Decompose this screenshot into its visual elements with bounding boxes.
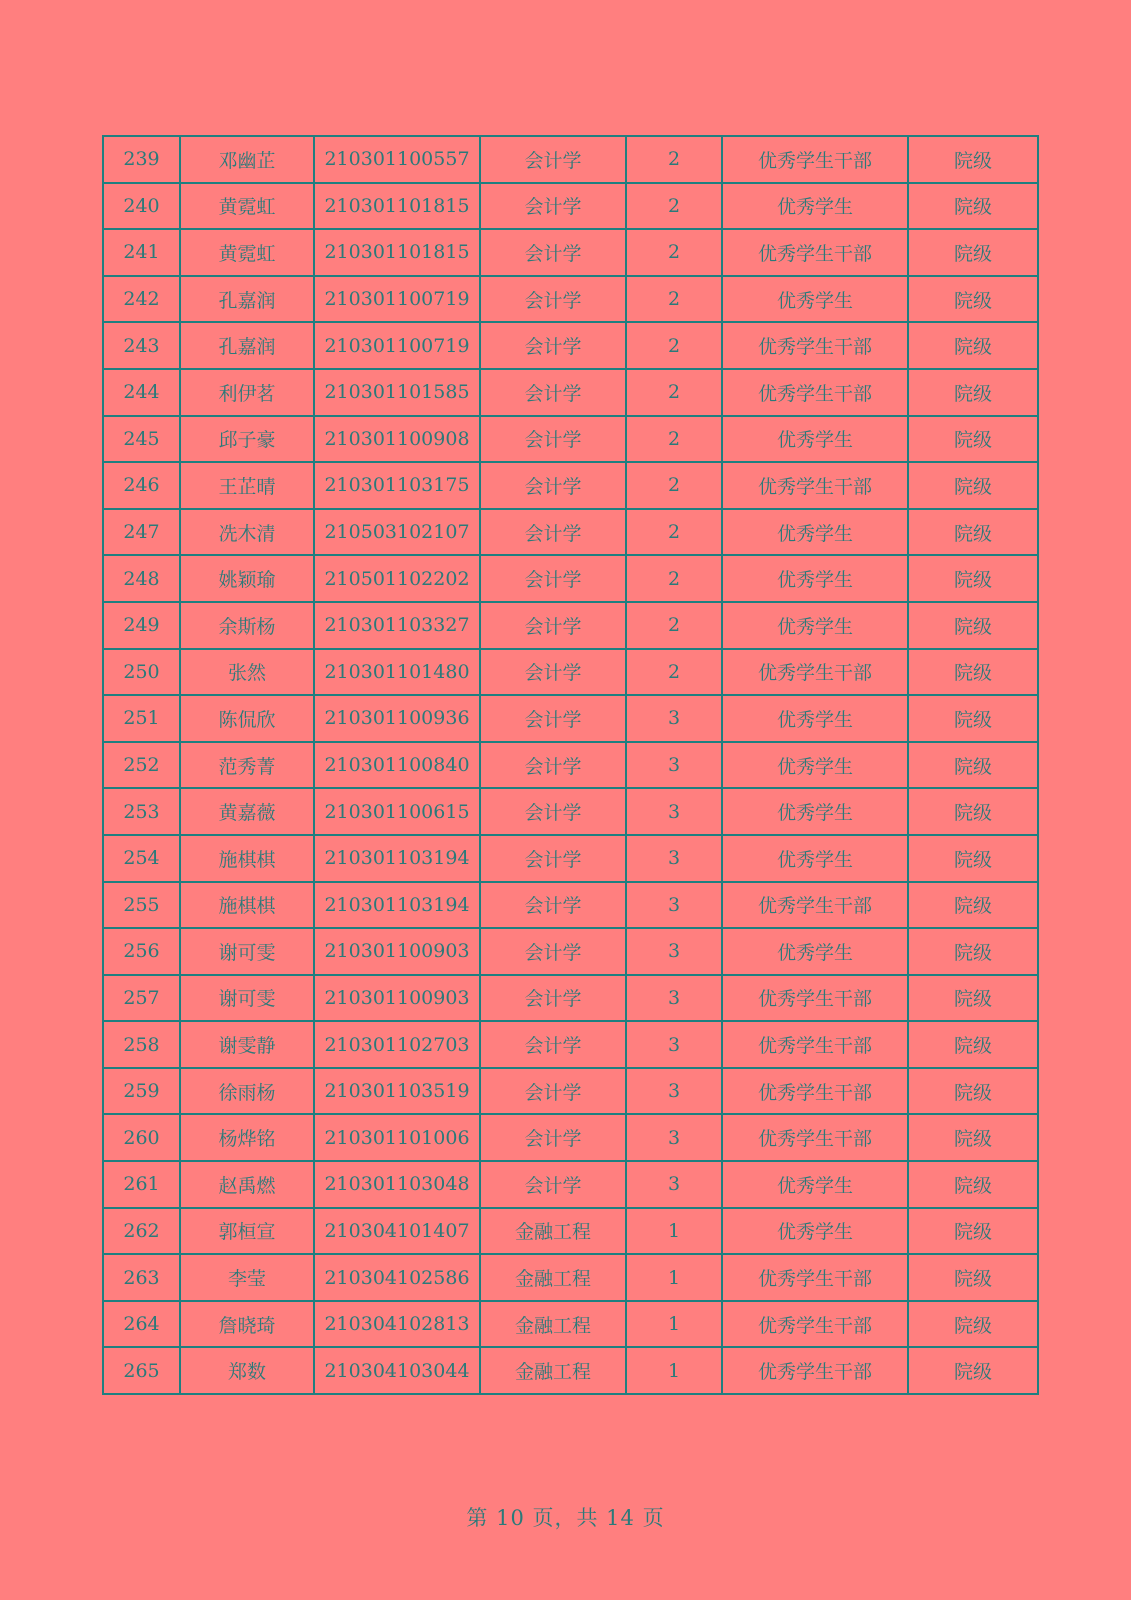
level-cell: 院级 bbox=[908, 276, 1038, 323]
table-row bbox=[103, 742, 1038, 789]
table-row bbox=[103, 602, 1038, 649]
grade-cell: 3 bbox=[626, 882, 722, 929]
award-cell: 优秀学生干部 bbox=[722, 649, 908, 696]
award-cell: 优秀学生 bbox=[722, 928, 908, 975]
seq-cell: 257 bbox=[103, 975, 180, 1022]
major-cell: 会计学 bbox=[480, 509, 626, 556]
level-cell: 院级 bbox=[908, 788, 1038, 835]
page-number: 第 10 页，共 14 页 bbox=[466, 1506, 665, 1530]
award-cell: 优秀学生 bbox=[722, 695, 908, 742]
table-row bbox=[103, 276, 1038, 323]
grade-cell: 2 bbox=[626, 602, 722, 649]
award-cell: 优秀学生 bbox=[722, 183, 908, 230]
table-row bbox=[103, 649, 1038, 696]
student-id-cell: 210301100719 bbox=[314, 276, 480, 323]
student-id-cell: 210301101480 bbox=[314, 649, 480, 696]
seq-cell: 258 bbox=[103, 1021, 180, 1068]
grade-cell: 2 bbox=[626, 229, 722, 276]
grade-cell: 1 bbox=[626, 1347, 722, 1394]
student-id-cell: 210301101815 bbox=[314, 229, 480, 276]
grade-cell: 3 bbox=[626, 695, 722, 742]
seq-cell: 241 bbox=[103, 229, 180, 276]
award-cell: 优秀学生干部 bbox=[722, 462, 908, 509]
grade-cell: 3 bbox=[626, 1114, 722, 1161]
level-cell: 院级 bbox=[908, 1114, 1038, 1161]
major-cell: 会计学 bbox=[480, 882, 626, 929]
seq-cell: 259 bbox=[103, 1068, 180, 1115]
student-id-cell: 210301103194 bbox=[314, 835, 480, 882]
award-cell: 优秀学生 bbox=[722, 509, 908, 556]
level-cell: 院级 bbox=[908, 555, 1038, 602]
table-row bbox=[103, 322, 1038, 369]
table-row bbox=[103, 136, 1038, 183]
award-cell: 优秀学生干部 bbox=[722, 1347, 908, 1394]
seq-cell: 253 bbox=[103, 788, 180, 835]
major-cell: 会计学 bbox=[480, 1021, 626, 1068]
award-cell: 优秀学生 bbox=[722, 835, 908, 882]
award-cell: 优秀学生 bbox=[722, 602, 908, 649]
grade-cell: 3 bbox=[626, 1068, 722, 1115]
name-cell: 张然 bbox=[180, 649, 314, 696]
seq-cell: 250 bbox=[103, 649, 180, 696]
level-cell: 院级 bbox=[908, 882, 1038, 929]
level-cell: 院级 bbox=[908, 1301, 1038, 1348]
grade-cell: 3 bbox=[626, 835, 722, 882]
table-row bbox=[103, 695, 1038, 742]
name-cell: 范秀菁 bbox=[180, 742, 314, 789]
grade-cell: 3 bbox=[626, 975, 722, 1022]
major-cell: 会计学 bbox=[480, 649, 626, 696]
grade-cell: 2 bbox=[626, 416, 722, 463]
level-cell: 院级 bbox=[908, 369, 1038, 416]
major-cell: 会计学 bbox=[480, 183, 626, 230]
major-cell: 会计学 bbox=[480, 462, 626, 509]
student-id-cell: 210301100840 bbox=[314, 742, 480, 789]
award-cell: 优秀学生干部 bbox=[722, 882, 908, 929]
level-cell: 院级 bbox=[908, 1068, 1038, 1115]
student-id-cell: 210304102586 bbox=[314, 1254, 480, 1301]
student-id-cell: 210304101407 bbox=[314, 1208, 480, 1255]
seq-cell: 264 bbox=[103, 1301, 180, 1348]
award-cell: 优秀学生 bbox=[722, 742, 908, 789]
award-cell: 优秀学生 bbox=[722, 416, 908, 463]
name-cell: 邱子豪 bbox=[180, 416, 314, 463]
major-cell: 会计学 bbox=[480, 788, 626, 835]
seq-cell: 247 bbox=[103, 509, 180, 556]
table-row bbox=[103, 928, 1038, 975]
major-cell: 会计学 bbox=[480, 835, 626, 882]
table-row bbox=[103, 1208, 1038, 1255]
level-cell: 院级 bbox=[908, 1208, 1038, 1255]
name-cell: 施棋棋 bbox=[180, 882, 314, 929]
name-cell: 余斯杨 bbox=[180, 602, 314, 649]
name-cell: 谢可雯 bbox=[180, 975, 314, 1022]
table-row bbox=[103, 462, 1038, 509]
major-cell: 会计学 bbox=[480, 602, 626, 649]
student-id-cell: 210301101585 bbox=[314, 369, 480, 416]
student-id-cell: 210301101006 bbox=[314, 1114, 480, 1161]
seq-cell: 261 bbox=[103, 1161, 180, 1208]
table-row bbox=[103, 1347, 1038, 1394]
grade-cell: 2 bbox=[626, 555, 722, 602]
student-id-cell: 210301100719 bbox=[314, 322, 480, 369]
table-row bbox=[103, 416, 1038, 463]
award-cell: 优秀学生干部 bbox=[722, 1301, 908, 1348]
grade-cell: 2 bbox=[626, 509, 722, 556]
name-cell: 孔嘉润 bbox=[180, 276, 314, 323]
table-row bbox=[103, 509, 1038, 556]
student-id-cell: 210301100557 bbox=[314, 136, 480, 183]
award-cell: 优秀学生干部 bbox=[722, 975, 908, 1022]
major-cell: 金融工程 bbox=[480, 1347, 626, 1394]
award-list-table bbox=[102, 135, 1039, 1395]
name-cell: 陈侃欣 bbox=[180, 695, 314, 742]
student-id-cell: 210304103044 bbox=[314, 1347, 480, 1394]
name-cell: 赵禹燃 bbox=[180, 1161, 314, 1208]
award-cell: 优秀学生 bbox=[722, 276, 908, 323]
level-cell: 院级 bbox=[908, 229, 1038, 276]
name-cell: 谢可雯 bbox=[180, 928, 314, 975]
grade-cell: 2 bbox=[626, 462, 722, 509]
major-cell: 会计学 bbox=[480, 1068, 626, 1115]
major-cell: 金融工程 bbox=[480, 1208, 626, 1255]
seq-cell: 240 bbox=[103, 183, 180, 230]
seq-cell: 265 bbox=[103, 1347, 180, 1394]
student-id-cell: 210301100908 bbox=[314, 416, 480, 463]
table-row bbox=[103, 1068, 1038, 1115]
major-cell: 会计学 bbox=[480, 928, 626, 975]
grade-cell: 3 bbox=[626, 788, 722, 835]
major-cell: 金融工程 bbox=[480, 1301, 626, 1348]
grade-cell: 2 bbox=[626, 322, 722, 369]
seq-cell: 249 bbox=[103, 602, 180, 649]
level-cell: 院级 bbox=[908, 462, 1038, 509]
name-cell: 詹晓琦 bbox=[180, 1301, 314, 1348]
major-cell: 会计学 bbox=[480, 1161, 626, 1208]
level-cell: 院级 bbox=[908, 509, 1038, 556]
name-cell: 利伊茗 bbox=[180, 369, 314, 416]
student-id-cell: 210301100903 bbox=[314, 928, 480, 975]
table-row bbox=[103, 183, 1038, 230]
major-cell: 会计学 bbox=[480, 742, 626, 789]
table-body bbox=[103, 136, 1038, 1394]
table-row bbox=[103, 1254, 1038, 1301]
student-id-cell: 210301100903 bbox=[314, 975, 480, 1022]
seq-cell: 263 bbox=[103, 1254, 180, 1301]
major-cell: 会计学 bbox=[480, 975, 626, 1022]
award-cell: 优秀学生干部 bbox=[722, 1114, 908, 1161]
seq-cell: 244 bbox=[103, 369, 180, 416]
student-id-cell: 210301102703 bbox=[314, 1021, 480, 1068]
table-row bbox=[103, 835, 1038, 882]
table-row bbox=[103, 1021, 1038, 1068]
name-cell: 王芷晴 bbox=[180, 462, 314, 509]
student-id-cell: 210304102813 bbox=[314, 1301, 480, 1348]
name-cell: 施棋棋 bbox=[180, 835, 314, 882]
major-cell: 会计学 bbox=[480, 322, 626, 369]
seq-cell: 242 bbox=[103, 276, 180, 323]
student-id-cell: 210301100936 bbox=[314, 695, 480, 742]
major-cell: 会计学 bbox=[480, 276, 626, 323]
award-cell: 优秀学生干部 bbox=[722, 1021, 908, 1068]
award-cell: 优秀学生 bbox=[722, 788, 908, 835]
student-id-cell: 210301100615 bbox=[314, 788, 480, 835]
name-cell: 姚颖瑜 bbox=[180, 555, 314, 602]
seq-cell: 245 bbox=[103, 416, 180, 463]
name-cell: 邓幽芷 bbox=[180, 136, 314, 183]
grade-cell: 2 bbox=[626, 136, 722, 183]
table-row bbox=[103, 882, 1038, 929]
award-cell: 优秀学生 bbox=[722, 1208, 908, 1255]
level-cell: 院级 bbox=[908, 649, 1038, 696]
name-cell: 黄霓虹 bbox=[180, 183, 314, 230]
award-cell: 优秀学生干部 bbox=[722, 369, 908, 416]
major-cell: 金融工程 bbox=[480, 1254, 626, 1301]
grade-cell: 3 bbox=[626, 742, 722, 789]
table-row bbox=[103, 369, 1038, 416]
seq-cell: 252 bbox=[103, 742, 180, 789]
level-cell: 院级 bbox=[908, 1347, 1038, 1394]
major-cell: 会计学 bbox=[480, 136, 626, 183]
grade-cell: 3 bbox=[626, 928, 722, 975]
award-cell: 优秀学生干部 bbox=[722, 229, 908, 276]
student-id-cell: 210501102202 bbox=[314, 555, 480, 602]
level-cell: 院级 bbox=[908, 136, 1038, 183]
name-cell: 李莹 bbox=[180, 1254, 314, 1301]
table-row bbox=[103, 975, 1038, 1022]
name-cell: 黄霓虹 bbox=[180, 229, 314, 276]
grade-cell: 1 bbox=[626, 1301, 722, 1348]
name-cell: 徐雨杨 bbox=[180, 1068, 314, 1115]
grade-cell: 3 bbox=[626, 1021, 722, 1068]
name-cell: 谢雯静 bbox=[180, 1021, 314, 1068]
award-cell: 优秀学生干部 bbox=[722, 1068, 908, 1115]
name-cell: 杨烨铭 bbox=[180, 1114, 314, 1161]
major-cell: 会计学 bbox=[480, 369, 626, 416]
student-id-cell: 210301103048 bbox=[314, 1161, 480, 1208]
student-id-cell: 210301101815 bbox=[314, 183, 480, 230]
student-id-cell: 210301103194 bbox=[314, 882, 480, 929]
name-cell: 冼木清 bbox=[180, 509, 314, 556]
award-cell: 优秀学生干部 bbox=[722, 1254, 908, 1301]
name-cell: 黄嘉薇 bbox=[180, 788, 314, 835]
seq-cell: 262 bbox=[103, 1208, 180, 1255]
major-cell: 会计学 bbox=[480, 695, 626, 742]
grade-cell: 2 bbox=[626, 183, 722, 230]
student-id-cell: 210301103519 bbox=[314, 1068, 480, 1115]
level-cell: 院级 bbox=[908, 742, 1038, 789]
table-row bbox=[103, 1301, 1038, 1348]
seq-cell: 251 bbox=[103, 695, 180, 742]
major-cell: 会计学 bbox=[480, 416, 626, 463]
grade-cell: 2 bbox=[626, 276, 722, 323]
name-cell: 郭桓宣 bbox=[180, 1208, 314, 1255]
grade-cell: 2 bbox=[626, 649, 722, 696]
name-cell: 郑数 bbox=[180, 1347, 314, 1394]
award-cell: 优秀学生 bbox=[722, 555, 908, 602]
grade-cell: 1 bbox=[626, 1208, 722, 1255]
table-row bbox=[103, 555, 1038, 602]
name-cell: 孔嘉润 bbox=[180, 322, 314, 369]
seq-cell: 260 bbox=[103, 1114, 180, 1161]
major-cell: 会计学 bbox=[480, 1114, 626, 1161]
seq-cell: 246 bbox=[103, 462, 180, 509]
student-id-cell: 210301103327 bbox=[314, 602, 480, 649]
level-cell: 院级 bbox=[908, 835, 1038, 882]
seq-cell: 254 bbox=[103, 835, 180, 882]
level-cell: 院级 bbox=[908, 322, 1038, 369]
grade-cell: 2 bbox=[626, 369, 722, 416]
level-cell: 院级 bbox=[908, 928, 1038, 975]
award-cell: 优秀学生 bbox=[722, 1161, 908, 1208]
major-cell: 会计学 bbox=[480, 229, 626, 276]
student-id-cell: 210503102107 bbox=[314, 509, 480, 556]
level-cell: 院级 bbox=[908, 1161, 1038, 1208]
table-row bbox=[103, 1114, 1038, 1161]
level-cell: 院级 bbox=[908, 1021, 1038, 1068]
level-cell: 院级 bbox=[908, 183, 1038, 230]
major-cell: 会计学 bbox=[480, 555, 626, 602]
grade-cell: 1 bbox=[626, 1254, 722, 1301]
seq-cell: 243 bbox=[103, 322, 180, 369]
table-row bbox=[103, 229, 1038, 276]
level-cell: 院级 bbox=[908, 602, 1038, 649]
table-row bbox=[103, 1161, 1038, 1208]
grade-cell: 3 bbox=[626, 1161, 722, 1208]
level-cell: 院级 bbox=[908, 695, 1038, 742]
seq-cell: 255 bbox=[103, 882, 180, 929]
level-cell: 院级 bbox=[908, 975, 1038, 1022]
award-cell: 优秀学生干部 bbox=[722, 136, 908, 183]
level-cell: 院级 bbox=[908, 416, 1038, 463]
seq-cell: 239 bbox=[103, 136, 180, 183]
table-row bbox=[103, 788, 1038, 835]
seq-cell: 256 bbox=[103, 928, 180, 975]
level-cell: 院级 bbox=[908, 1254, 1038, 1301]
award-cell: 优秀学生干部 bbox=[722, 322, 908, 369]
seq-cell: 248 bbox=[103, 555, 180, 602]
student-id-cell: 210301103175 bbox=[314, 462, 480, 509]
